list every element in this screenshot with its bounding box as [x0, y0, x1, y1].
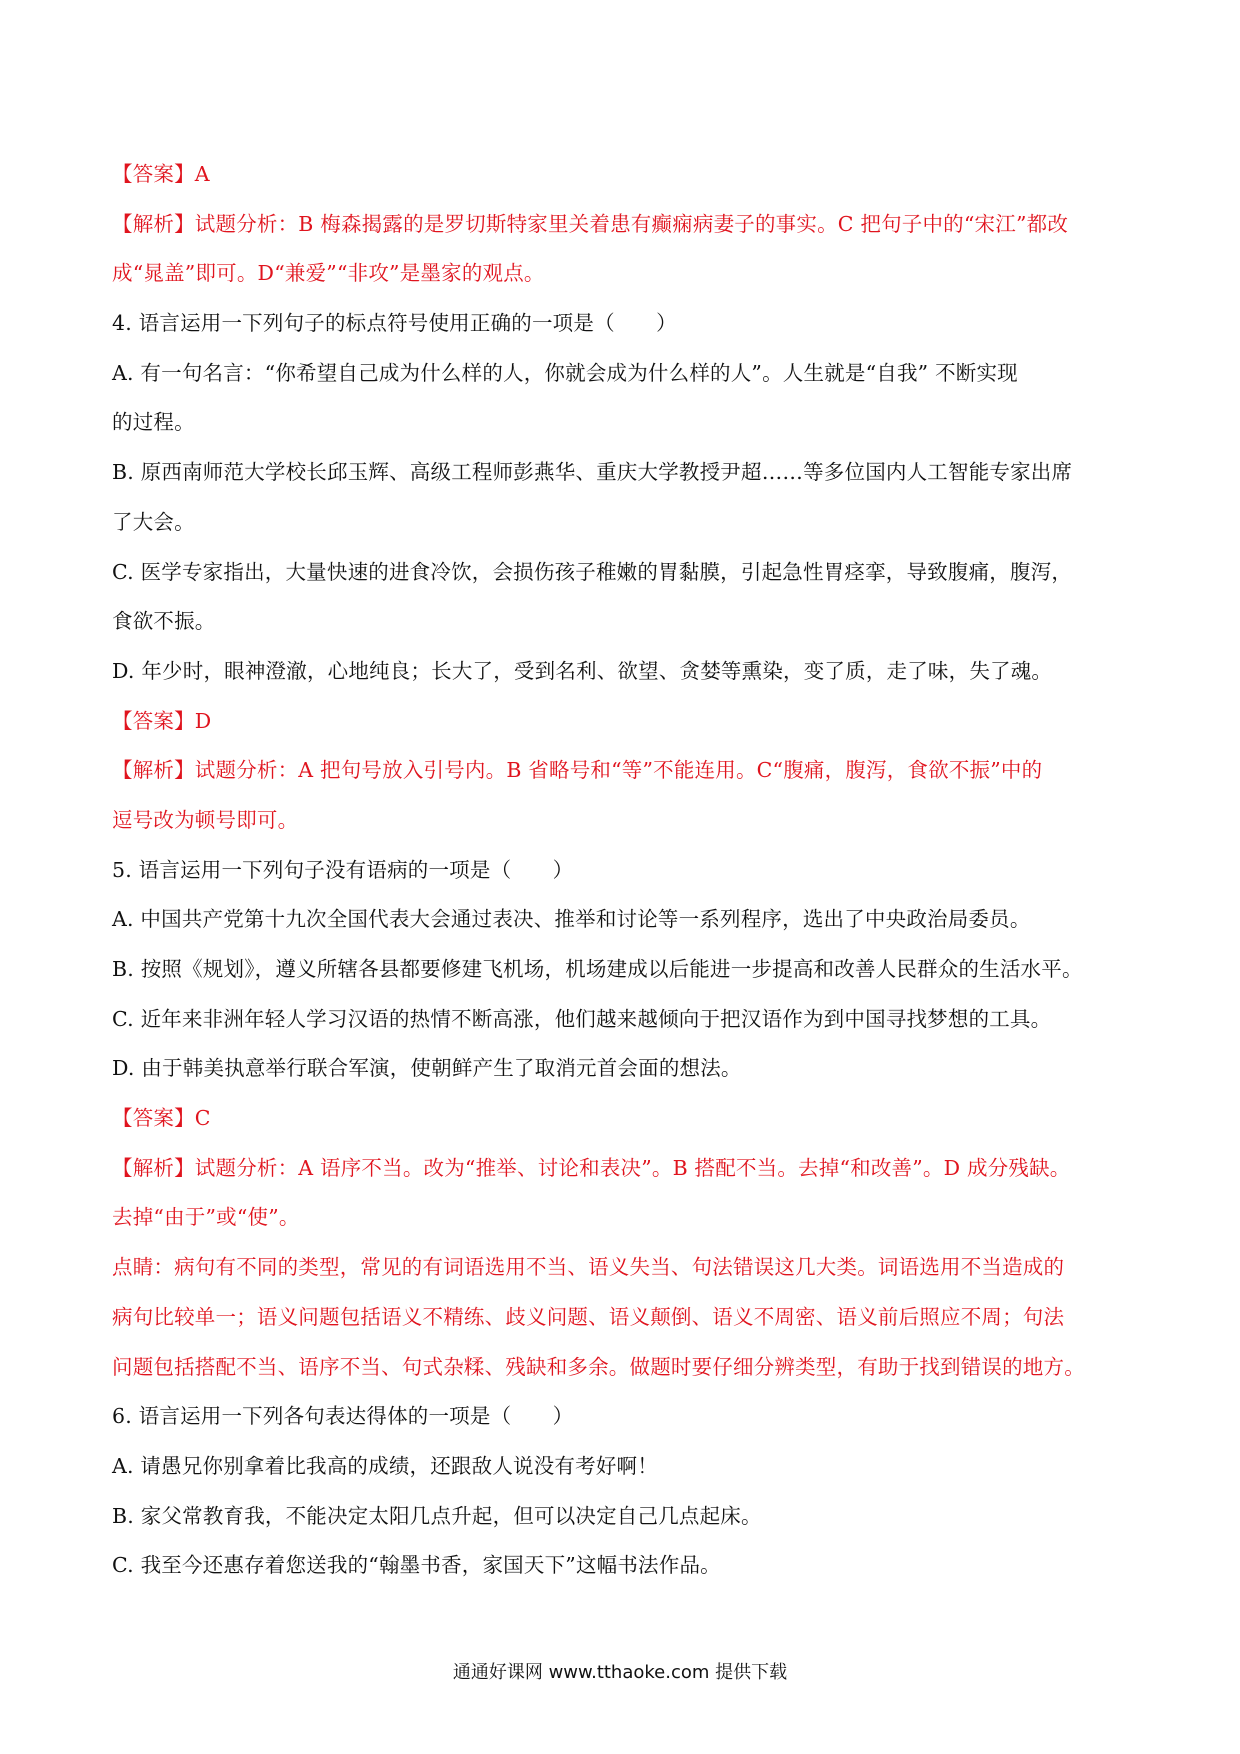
- answer-analysis-line: 逗号改为顿号即可。: [112, 807, 299, 832]
- answer-analysis-line: 【解析】试题分析：A 语序不当。改为“推举、讨论和表决”。B 搭配不当。去掉“和改善”。D 成分残缺。: [112, 1155, 1071, 1180]
- question-text-line: B. 按照《规划》，遵义所辖各县都要修建飞机场，机场建成以后能进一步提高和改善人民群众的生活水平。: [112, 957, 1083, 981]
- answer-analysis-line: 【答案】C: [112, 1106, 211, 1131]
- answer-analysis-line: 【答案】D: [112, 708, 212, 733]
- question-text-line: A. 有一句名言：“你希望自己成为什么样的人，你就会成为什么样的人”。人生就是“自我” 不断实现: [112, 360, 1018, 385]
- document-body: [112, 150, 1136, 1591]
- question-text-line: A. 请愚兄你别拿着比我高的成绩，还跟敌人说没有考好啊！: [112, 1453, 658, 1478]
- answer-analysis-line: 【答案】A: [112, 162, 210, 186]
- answer-analysis-line: 病句比较单一；语义问题包括语义不精练、歧义问题、语义颠倒、语义不周密、语义前后照应不周；句法: [112, 1304, 1065, 1329]
- question-text-line: D. 年少时，眼神澄澈，心地纯良；长大了，受到名利、欲望、贪婪等熏染，变了质，走了味，失了魂。: [112, 658, 1053, 683]
- answer-analysis-line: 【解析】试题分析：A 把句号放入引号内。B 省略号和“等”不能连用。C“腹痛，腹泻，食欲不振”中的: [112, 758, 1043, 783]
- question-text-line: 6. 语言运用一下列各句表达得体的一项是（ ）: [112, 1404, 574, 1429]
- page-footer: 通通好课网 www.tthaoke.com 提供下载: [452, 1662, 788, 1683]
- question-text-line: B. 原西南师范大学校长邱玉辉、高级工程师彭燕华、重庆大学教授尹超……等多位国内人工智能专家出席: [112, 460, 1073, 485]
- answer-analysis-line: 【解析】试题分析：B 梅森揭露的是罗切斯特家里关着患有癫痫病妻子的事实。C 把句子中的“宋江”都改: [112, 211, 1069, 236]
- question-text-line: 了大会。: [112, 509, 195, 534]
- answer-analysis-line: 去掉“由于”或“使”。: [112, 1205, 300, 1230]
- question-text-line: B. 家父常教育我，不能决定太阳几点升起，但可以决定自己几点起床。: [112, 1503, 762, 1528]
- question-text-line: 食欲不振。: [112, 609, 216, 634]
- question-text-line: D. 由于韩美执意举行联合军演，使朝鲜产生了取消元首会面的想法。: [112, 1056, 742, 1081]
- question-text-line: 5. 语言运用一下列句子没有语病的一项是（ ）: [112, 857, 574, 882]
- question-text-line: 4. 语言运用一下列句子的标点符号使用正确的一项是（ ）: [112, 311, 677, 336]
- answer-analysis-line: 问题包括搭配不当、语序不当、句式杂糅、残缺和多余。做题时要仔细分辨类型，有助于找到错误的地方。: [112, 1354, 1085, 1379]
- question-text-line: C. 近年来非洲年轻人学习汉语的热情不断高涨，他们越来越倾向于把汉语作为到中国寻找梦想的工具。: [112, 1006, 1052, 1031]
- question-text-line: 的过程。: [112, 410, 195, 435]
- answer-analysis-line: 点睛：病句有不同的类型，常见的有词语选用不当、语义失当、句法错误这几大类。词语选用不当造成的: [112, 1255, 1065, 1280]
- question-text-line: C. 我至今还惠存着您送我的“翰墨书香，家国天下”这幅书法作品。: [112, 1553, 721, 1578]
- answer-analysis-line: 成“晁盖”即可。D“兼爱”“非攻”是墨家的观点。: [112, 261, 545, 286]
- question-text-line: A. 中国共产党第十九次全国代表大会通过表决、推举和讨论等一系列程序，选出了中央政治局委员。: [112, 907, 1031, 932]
- question-text-line: C. 医学专家指出，大量快速的进食冷饮，会损伤孩子稚嫩的胃黏膜，引起急性胃痉挛，导致腹痛，腹泻，: [112, 559, 1073, 584]
